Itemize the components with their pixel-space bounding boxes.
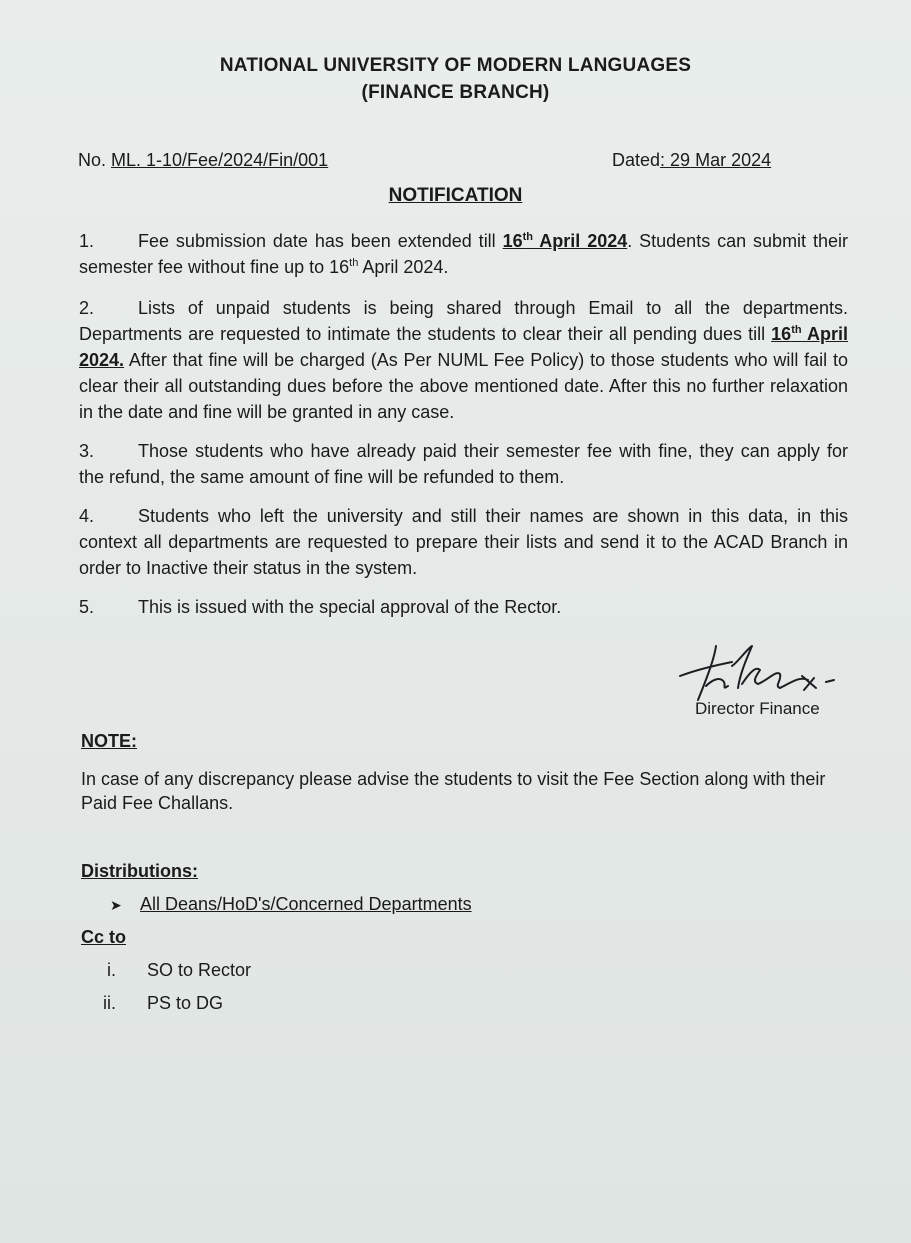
- dated-value: : 29 Mar 2024: [660, 150, 772, 170]
- ordinal-suffix: th: [791, 324, 802, 336]
- dated-label: Dated: [612, 150, 661, 170]
- paragraph-text: Students who left the university and still their names are shown in this data, in this context all departments are requested to prepare their lists and send it to the ACAD Branch in order to Inactive their status in the system.: [79, 506, 848, 578]
- paragraph-1: [79, 228, 848, 280]
- note-heading: NOTE:: [81, 731, 137, 751]
- deadline-day: 16: [771, 324, 792, 344]
- deadline-month-year: April 2024.: [79, 324, 848, 370]
- paragraph-number: 5.: [79, 597, 95, 617]
- arrow-bullet-icon: ➤: [110, 897, 122, 913]
- paragraph-number: 1.: [79, 231, 95, 251]
- distributions-heading: Distributions:: [81, 861, 198, 881]
- date-line: [612, 150, 771, 171]
- university-name: NATIONAL UNIVERSITY OF MODERN LANGUAGES: [219, 55, 692, 76]
- reference-prefix: No.: [78, 150, 112, 170]
- deadline-month-year: April 2024: [533, 231, 628, 251]
- cc-item: [103, 993, 223, 1014]
- cc-item-number: ii.: [103, 993, 116, 1013]
- paragraph-5: [79, 594, 848, 620]
- ordinal-suffix: th: [349, 257, 359, 269]
- cc-item: [107, 960, 251, 981]
- distribution-item: [110, 894, 472, 915]
- paragraph-2: [79, 295, 848, 425]
- paragraph-number: 2.: [79, 298, 95, 318]
- paragraph-text: Fee submission date has been extended till: [138, 231, 503, 251]
- ordinal-suffix: th: [522, 231, 534, 243]
- note-text: In case of any discrepancy please advise the students to visit the Fee Section along with their Paid Fee Challans.: [81, 769, 826, 813]
- distribution-item-text: All Deans/HoD's/Concerned Departments: [140, 894, 472, 914]
- paragraph-text: . Students can submit their semester fee without fine up to 16: [79, 231, 848, 277]
- paragraph-4: [79, 503, 848, 581]
- paragraph-3: [79, 438, 848, 490]
- paragraph-number: 3.: [79, 441, 95, 461]
- signatory-title: Director Finance: [695, 699, 820, 718]
- notification-title: NOTIFICATION: [388, 185, 523, 206]
- paragraph-text: Those students who have already paid their semester fee with fine, they can apply for the refund, the same amount of fine will be refunded to them.: [79, 441, 848, 487]
- cc-item-text: SO to Rector: [147, 960, 252, 980]
- cc-item-text: PS to DG: [147, 993, 224, 1013]
- reference-number: [78, 150, 328, 171]
- deadline-day: 16: [502, 231, 523, 251]
- paragraph-text: April 2024.: [358, 257, 449, 277]
- branch-name: (FINANCE BRANCH): [361, 82, 550, 103]
- paragraph-text: This is issued with the special approval of the Rector.: [138, 597, 562, 617]
- cc-item-number: i.: [107, 960, 116, 980]
- paragraph-text: After that fine will be charged (As Per NUML Fee Policy) to those students who will fail to clear their all outstanding dues before the above mentioned date. After this no further relaxation in the date and fine will be granted in any case.: [79, 350, 848, 422]
- paragraph-text: Lists of unpaid students is being shared through Email to all the departments. Departments are requested to intimate the students to clear their all pending dues till: [79, 298, 848, 344]
- reference-value: ML. 1-10/Fee/2024/Fin/001: [111, 150, 329, 170]
- deadline-date: [503, 231, 628, 251]
- paragraph-number: 4.: [79, 506, 95, 526]
- cc-heading: Cc to: [81, 927, 126, 947]
